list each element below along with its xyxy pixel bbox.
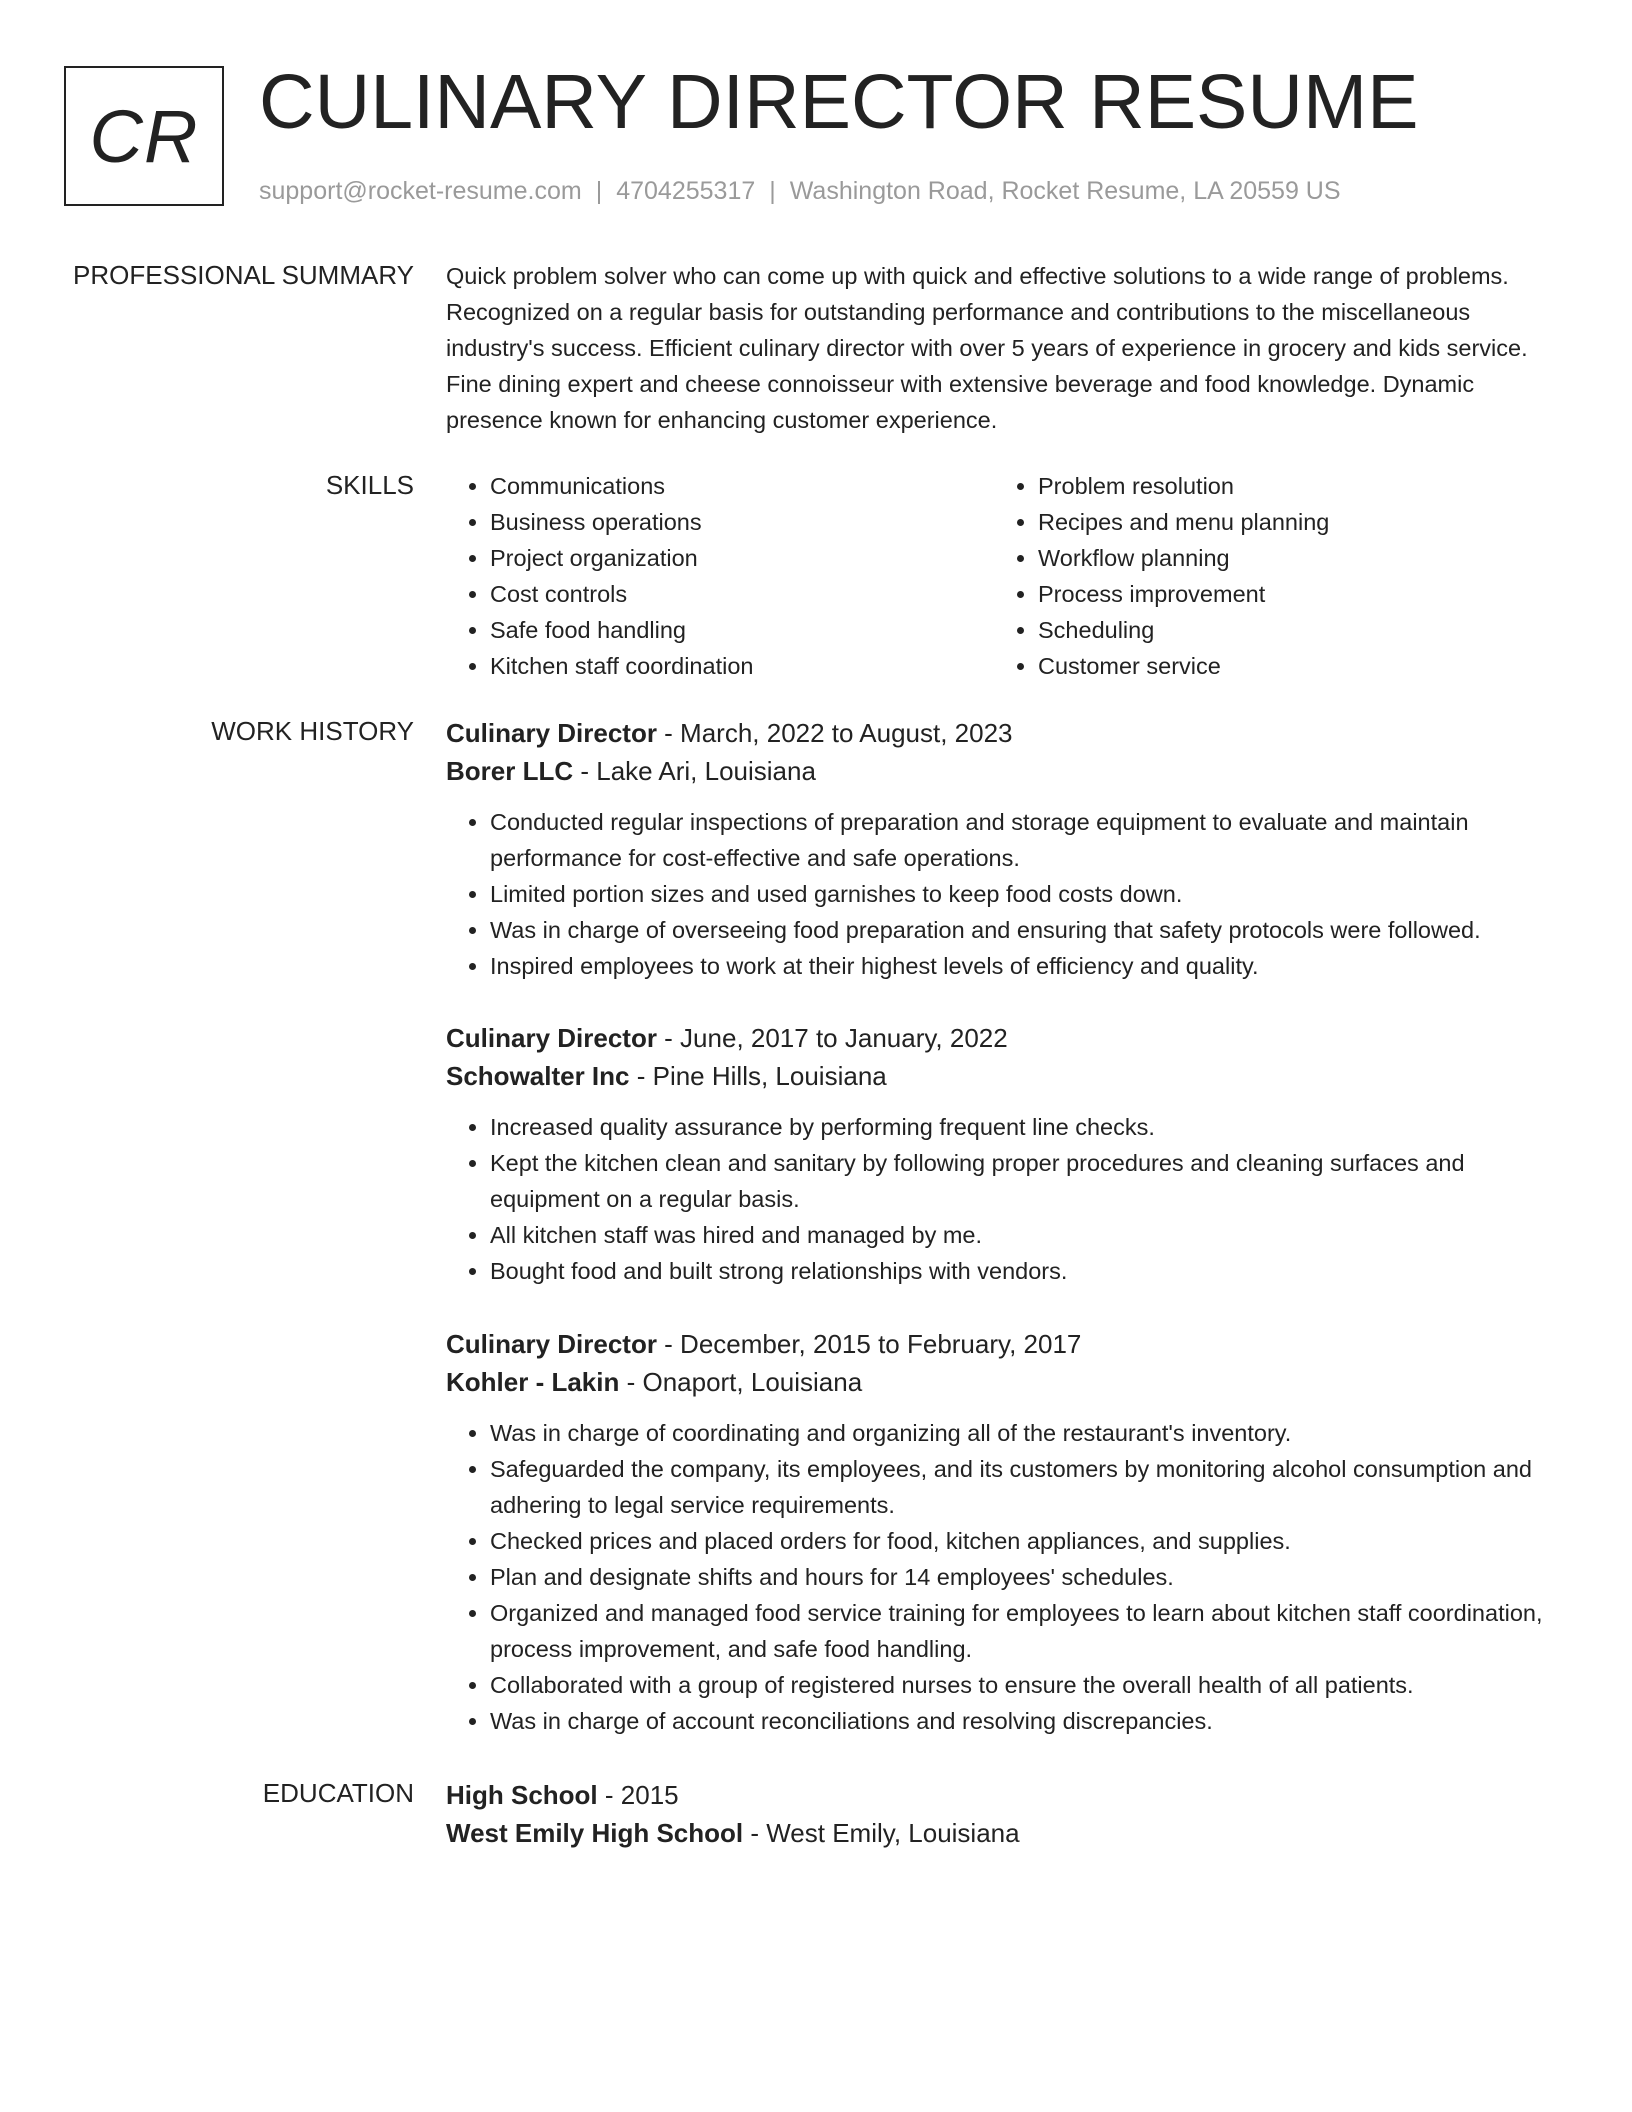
contact-separator: | — [595, 177, 603, 205]
skills-list-right — [994, 468, 1542, 684]
skill-item: • Recipes and menu planning — [1038, 504, 1542, 540]
skill-item: • Safe food handling — [490, 612, 994, 648]
job-bullet: • Increased quality assurance by performing frequent line checks. — [490, 1109, 1546, 1145]
skill-item: • Cost controls — [490, 576, 994, 612]
job-bullet: • Checked prices and placed orders for food, kitchen appliances, and supplies. — [490, 1523, 1546, 1559]
job-bullet: • Safeguarded the company, its employees, and its customers by monitoring alcohol consumption and adhering to legal service requirements. — [490, 1451, 1546, 1523]
job-dates: - June, 2017 to January, 2022 — [656, 1023, 1008, 1053]
job-location: - Pine Hills, Louisiana — [629, 1061, 887, 1091]
skill-item: • Project organization — [490, 540, 994, 576]
skill-item: • Business operations — [490, 504, 994, 540]
job-dates: - December, 2015 to February, 2017 — [656, 1329, 1082, 1359]
job-location: - Onaport, Louisiana — [619, 1367, 863, 1397]
contact-line — [259, 174, 1341, 208]
education-body — [446, 1776, 1546, 1852]
job-company-line — [446, 752, 1546, 790]
job-bullet: • Kept the kitchen clean and sanitary by following proper procedures and cleaning surfaces and equipment on a regular basis. — [490, 1145, 1546, 1217]
monogram-logo: CR — [64, 66, 224, 206]
job-bullet: • All kitchen staff was hired and managed by me. — [490, 1217, 1546, 1253]
skill-item: • Problem resolution — [1038, 468, 1542, 504]
job-title-line — [446, 1325, 1546, 1363]
education-year: - 2015 — [597, 1780, 679, 1810]
skill-item: • Communications — [490, 468, 994, 504]
job-entry — [446, 1325, 1546, 1739]
education-degree-line — [446, 1776, 1546, 1814]
skills-list-left — [446, 468, 994, 684]
skill-item: • Customer service — [1038, 648, 1542, 684]
skill-item: • Kitchen staff coordination — [490, 648, 994, 684]
skill-item: • Workflow planning — [1038, 540, 1542, 576]
contact-separator: | — [769, 177, 776, 205]
job-entry — [446, 714, 1546, 984]
job-bullet: • Bought food and built strong relationships with vendors. — [490, 1253, 1546, 1289]
skills-label: SKILLS — [325, 470, 414, 500]
skill-item: • Scheduling — [1038, 612, 1542, 648]
job-title-line — [446, 714, 1546, 752]
job-company: Borer LLC — [446, 756, 574, 786]
education-label: EDUCATION — [262, 1778, 414, 1808]
job-company-line — [446, 1363, 1546, 1401]
education-school: West Emily High School — [446, 1818, 744, 1848]
job-title-line — [446, 1019, 1546, 1057]
job-dates: - March, 2022 to August, 2023 — [656, 718, 1013, 748]
job-location: - Lake Ari, Louisiana — [573, 756, 816, 786]
job-bullet: • Conducted regular inspections of preparation and storage equipment to evaluate and maintain performance for cost-effective and safe operations. — [490, 804, 1546, 876]
education-location: - West Emily, Louisiana — [743, 1818, 1020, 1848]
job-bullet: • Collaborated with a group of registered nurses to ensure the overall health of all patients. — [490, 1667, 1546, 1703]
resume-title: CULINARY DIRECTOR RESUME — [259, 59, 1419, 145]
skill-item: • Process improvement — [1038, 576, 1542, 612]
job-bullets — [446, 1109, 1546, 1289]
education-school-line — [446, 1814, 1546, 1852]
work-history-label: WORK HISTORY — [211, 716, 414, 746]
education-degree: High School — [446, 1780, 598, 1810]
job-bullet: • Limited portion sizes and used garnishes to keep food costs down. — [490, 876, 1546, 912]
job-bullet: • Plan and designate shifts and hours for 14 employees' schedules. — [490, 1559, 1546, 1595]
job-title: Culinary Director — [446, 1023, 657, 1053]
job-bullet: • Was in charge of overseeing food preparation and ensuring that safety protocols were followed. — [490, 912, 1546, 948]
job-title: Culinary Director — [446, 718, 657, 748]
job-bullets — [446, 804, 1546, 984]
contact-phone: 4704255317 — [616, 177, 756, 205]
job-bullets — [446, 1415, 1546, 1739]
job-bullet: • Was in charge of account reconciliations and resolving discrepancies. — [490, 1703, 1546, 1739]
job-company: Kohler - Lakin — [446, 1367, 620, 1397]
job-bullet: • Organized and managed food service training for employees to learn about kitchen staff coordination, process improvement, and safe food handling. — [490, 1595, 1546, 1667]
job-bullet: • Was in charge of coordinating and organizing all of the restaurant's inventory. — [490, 1415, 1546, 1451]
job-entry — [446, 1019, 1546, 1289]
job-company-line — [446, 1057, 1546, 1095]
skills-columns — [446, 468, 1546, 684]
job-bullet: • Inspired employees to work at their highest levels of efficiency and quality. — [490, 948, 1546, 984]
contact-address: Washington Road, Rocket Resume, LA 20559 US — [789, 177, 1341, 205]
contact-email: support@rocket-resume.com — [259, 177, 582, 205]
job-company: Schowalter Inc — [446, 1061, 630, 1091]
summary-text: Quick problem solver who can come up with quick and effective solutions to a wide range of problems. Recognized on a regular basis for outstanding performance and contributions to the miscellaneous industry's success. Efficient culinary director with over 5 years of experience in grocery and kids service. Fine dining expert and cheese connoisseur with extensive beverage and food knowledge. Dynamic presence known for enhancing customer experience. — [446, 263, 1528, 433]
summary-label: PROFESSIONAL SUMMARY — [73, 260, 414, 290]
job-title: Culinary Director — [446, 1329, 657, 1359]
